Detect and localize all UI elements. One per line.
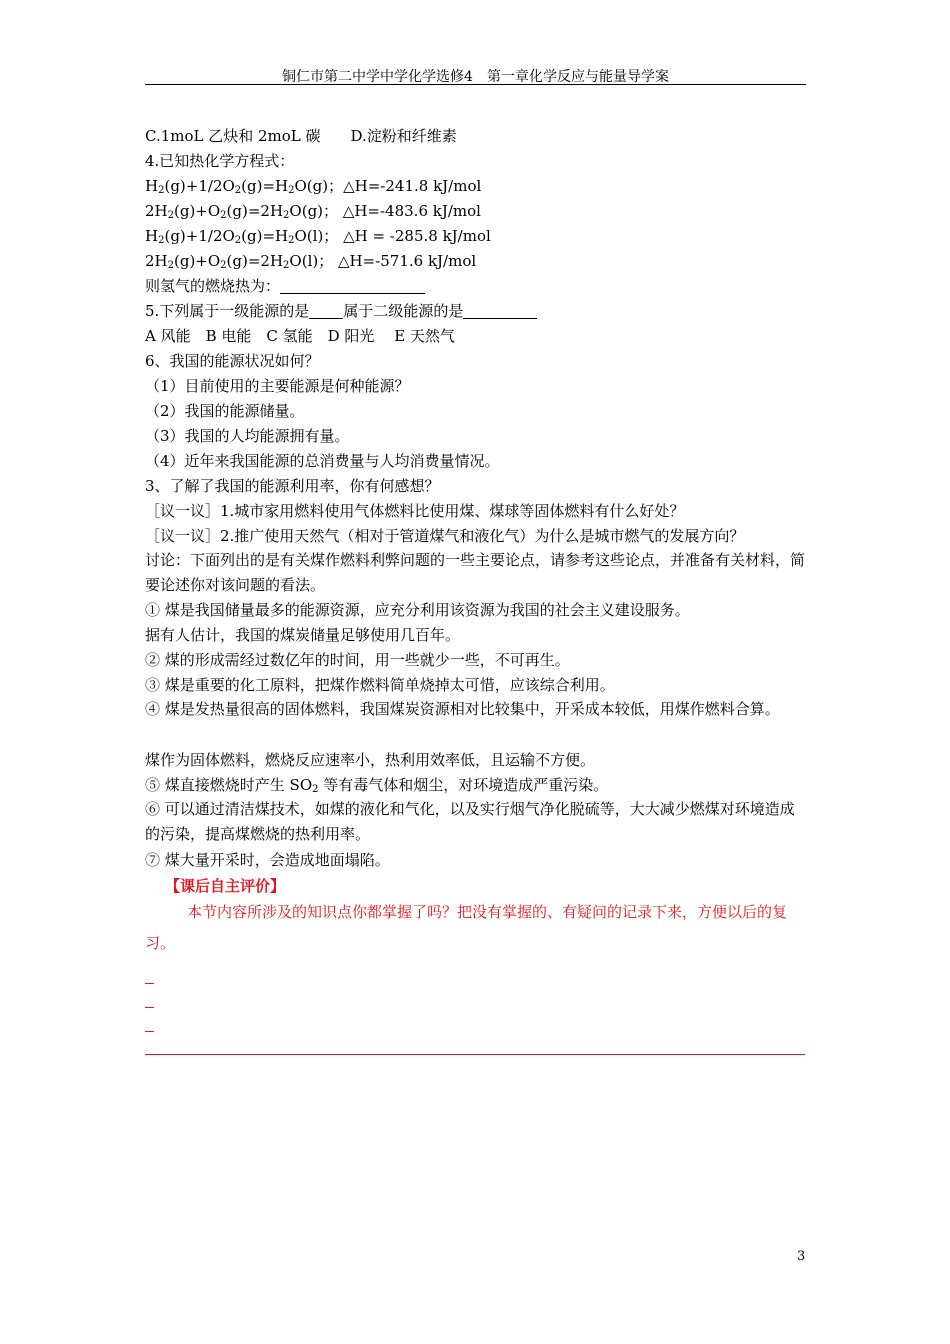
question-6-item-1: （1）目前使用的主要能源是何种能源？ — [145, 377, 410, 395]
point-2: ② 煤的形成需经过数亿年的时间，用一些就少一些，不可再生。 — [145, 651, 570, 669]
page-header-title: 铜仁市第二中学中学化学选修4 第一章化学反应与能量导学案 — [282, 69, 669, 85]
answer-blank-secondary[interactable] — [463, 302, 537, 319]
equation-2: $2H_2(g)+O_2(g)=2H_2O(g)$； △H=-483.6 kJ/mol — [145, 202, 481, 221]
question-3-title: 3、了解了我国的能源利用率，你有何感想？ — [145, 477, 440, 495]
answer-blank-primary[interactable] — [309, 302, 343, 319]
note-line-1[interactable] — [145, 983, 154, 984]
point-5: ⑤ 煤直接燃烧时产生 $SO_2$ 等有毒气体和烟尘，对环境造成严重污染。 — [145, 776, 609, 795]
equation-3: $H_2(g)+1/2O_2(g)=H_2O(l)$； △H = -285.8 kJ/mol — [145, 227, 491, 246]
equation-1: $H_2(g)+1/2O_2(g)=H_2O(g)$；△H=-241.8 kJ/mol — [145, 177, 482, 196]
question-4-title: 4.已知热化学方程式： — [145, 152, 295, 170]
discussion-prompt-1: ［议一议］1.城市家用燃料使用气体燃料比使用煤、煤球等固体燃料有什么好处？ — [145, 502, 685, 520]
question-6-title: 6、我国的能源状况如何？ — [145, 352, 320, 370]
discussion-intro: 讨论：下面列出的是有关煤作燃料利弊问题的一些主要论点，请参考这些论点，并准备有关材料，简要论述你对该问题的看法。 — [145, 551, 806, 594]
question-6-item-3: （3）我国的人均能源拥有量。 — [145, 427, 350, 445]
discussion-prompt-2: ［议一议］2.推广使用天然气（相对于管道煤气和液化气）为什么是城市燃气的发展方向？ — [145, 527, 745, 545]
question-6-item-4: （4）近年来我国能源的总消费量与人均消费量情况。 — [145, 452, 500, 470]
note-line-2[interactable] — [145, 1007, 154, 1008]
question-4-ask: 则氢气的燃烧热为： — [145, 276, 425, 296]
point-4: ④ 煤是发热量很高的固体燃料，我国煤炭资源相对比较集中，开采成本较低，用煤作燃料合算。 — [145, 700, 780, 718]
evaluation-text: 本节内容所涉及的知识点你都掌握了吗？把没有掌握的、有疑问的记录下来，方便以后的复习。 — [145, 903, 788, 952]
notes-divider — [145, 1054, 805, 1055]
question-5: 5.下列属于一级能源的是 属于二级能源的是 — [145, 301, 537, 321]
header-rule — [145, 84, 806, 85]
point-7: ⑦ 煤大量开采时，会造成地面塌陷。 — [145, 851, 390, 869]
point-6: ⑥ 可以通过清洁煤技术，如煤的液化和气化，以及实行烟气净化脱硫等，大大减少燃煤对环境造成的污染，提高煤燃烧的热利用率。 — [145, 800, 795, 843]
point-3: ③ 煤是重要的化工原料，把煤作燃料简单烧掉太可惜，应该综合利用。 — [145, 676, 615, 694]
question-5-options: A 风能 B 电能 C 氢能 D 阳光 E 天然气 — [145, 327, 455, 345]
question-6-item-2: （2）我国的能源储量。 — [145, 402, 305, 420]
equation-4: $2H_2(g)+O_2(g)=2H_2O(l)$； △H=-571.6 kJ/mol — [145, 252, 477, 271]
point-4-continued: 煤作为固体燃料，燃烧反应速率小，热利用效率低，且运输不方便。 — [145, 751, 596, 769]
point-1: ① 煤是我国储量最多的能源资源，应充分利用该资源为我国的社会主义建设服务。 — [145, 601, 690, 619]
note-line-3[interactable] — [145, 1031, 154, 1032]
page-number: 3 — [797, 1249, 806, 1264]
point-1-continued: 据有人估计，我国的煤炭储量足够使用几百年。 — [145, 626, 461, 644]
option-line-c-d: C.1moL 乙炔和 2moL 碳 D.淀粉和纤维素 — [145, 127, 457, 145]
answer-blank[interactable] — [280, 277, 425, 294]
evaluation-heading: 【课后自主评价】 — [165, 877, 286, 895]
